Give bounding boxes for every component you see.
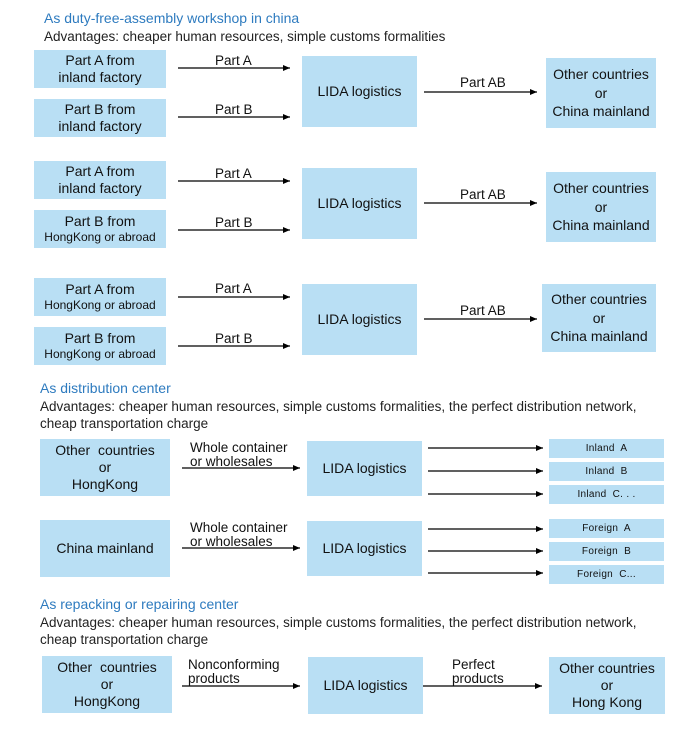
target-box-inland-b xyxy=(549,462,664,481)
target-label: Foreign B xyxy=(581,545,632,557)
repacking-destination-line2: or xyxy=(600,677,614,694)
arrow-label-products-in: products xyxy=(188,671,240,686)
target-box-inland-c xyxy=(549,485,664,504)
part-a-source-line2: HongKong or abroad xyxy=(44,298,156,313)
distribution-source-line1: Other countries xyxy=(55,442,155,459)
destination-line3: China mainland xyxy=(552,103,650,120)
part-a-source-line2: inland factory xyxy=(58,69,142,85)
lida-hub-box xyxy=(307,441,422,496)
arrow-label-whole-container: Whole container xyxy=(190,520,288,535)
part-a-source-line1: Part A from xyxy=(65,52,135,69)
arrow-label-part-b: Part B xyxy=(215,215,253,230)
target-label: Foreign C... xyxy=(577,568,636,580)
lida-hub-label: LIDA logistics xyxy=(323,677,408,694)
lida-hub-box xyxy=(302,284,417,355)
part-b-source-line1: Part B from xyxy=(64,101,136,118)
arrow-label-part-a: Part A xyxy=(215,53,252,68)
target-box-foreign-a xyxy=(549,519,664,538)
target-label: Inland A xyxy=(585,442,628,454)
part-a-source-box xyxy=(34,161,166,199)
arrow-label-products-out: products xyxy=(452,671,504,686)
repacking-advantages-line2: cheap transportation charge xyxy=(40,632,209,647)
lida-hub-label: LIDA logistics xyxy=(322,460,407,477)
arrow-label-part-a: Part A xyxy=(215,281,252,296)
repacking-destination-line1: Other countries xyxy=(559,660,655,677)
lida-hub-label: LIDA logistics xyxy=(317,83,402,100)
repacking-source-box xyxy=(42,656,172,713)
part-a-source-box xyxy=(34,278,166,316)
distribution-source-line1: China mainland xyxy=(56,540,154,557)
arrow-label-perfect: Perfect xyxy=(452,657,495,672)
lida-hub-box xyxy=(307,521,422,576)
part-a-source-box xyxy=(34,50,166,88)
repacking-source-line3: HongKong xyxy=(73,692,141,709)
target-label: Inland C. . . xyxy=(577,488,636,500)
destination-line2: or xyxy=(592,309,606,326)
arrow-label-part-b: Part B xyxy=(215,331,253,346)
arrow-label-part-a: Part A xyxy=(215,166,252,181)
assembly-title: As duty-free-assembly workshop in china xyxy=(44,10,300,26)
target-box-foreign-c xyxy=(549,565,664,584)
lida-hub-box xyxy=(308,657,423,714)
arrow-label-part-b: Part B xyxy=(215,102,253,117)
arrow-label-wholesales: or wholesales xyxy=(190,534,273,549)
part-a-source-line1: Part A from xyxy=(65,281,135,298)
destination-line1: Other countries xyxy=(553,65,649,82)
destination-line2: or xyxy=(594,84,608,101)
repacking-source-line1: Other countries xyxy=(57,659,157,676)
target-box-inland-a xyxy=(549,439,664,458)
part-b-source-box xyxy=(34,210,166,248)
destination-line1: Other countries xyxy=(551,290,647,307)
distribution-source-box xyxy=(40,520,170,577)
part-a-source-line1: Part A from xyxy=(65,163,135,180)
target-label: Foreign A xyxy=(582,522,631,534)
destination-line2: or xyxy=(594,198,608,215)
repacking-destination-box xyxy=(549,657,665,714)
repacking-source-line2: or xyxy=(100,676,114,693)
lida-hub-label: LIDA logistics xyxy=(317,195,402,212)
target-box-foreign-b xyxy=(549,542,664,561)
distribution-source-line3: HongKong xyxy=(71,475,139,492)
distribution-advantages-line2: cheap transportation charge xyxy=(40,416,209,431)
distribution-source-line2: or xyxy=(98,459,112,476)
destination-line3: China mainland xyxy=(552,217,650,234)
distribution-source-box xyxy=(40,439,170,496)
part-b-source-box xyxy=(34,99,166,137)
arrow-label-whole-container: Whole container xyxy=(190,440,288,455)
destination-box xyxy=(546,172,656,242)
destination-box xyxy=(546,58,656,128)
target-label: Inland B xyxy=(585,465,628,477)
destination-box xyxy=(542,284,656,352)
assembly-advantages: Advantages: cheaper human resources, simple customs formalities xyxy=(44,29,446,44)
part-b-source-line2: HongKong or abroad xyxy=(44,230,156,245)
arrow-label-part-ab: Part AB xyxy=(460,75,506,90)
distribution-advantages-line1: Advantages: cheaper human resources, simple customs formalities, the perfect distribution network, xyxy=(40,399,637,414)
destination-line3: China mainland xyxy=(550,328,648,345)
arrow-label-nonconforming: Nonconforming xyxy=(188,657,280,672)
lida-hub-label: LIDA logistics xyxy=(322,540,407,557)
lida-hub-box xyxy=(302,56,417,127)
repacking-title: As repacking or repairing center xyxy=(40,596,239,612)
repacking-advantages-line1: Advantages: cheaper human resources, simple customs formalities, the perfect distribution network, xyxy=(40,615,637,630)
part-b-source-line2: inland factory xyxy=(58,118,142,134)
part-b-source-line2: HongKong or abroad xyxy=(44,347,156,362)
destination-line1: Other countries xyxy=(553,179,649,196)
lida-hub-box xyxy=(302,168,417,239)
distribution-title: As distribution center xyxy=(40,380,171,396)
repacking-destination-line3: Hong Kong xyxy=(571,693,643,710)
part-b-source-box xyxy=(34,327,166,365)
part-b-source-line1: Part B from xyxy=(64,330,136,347)
lida-hub-label: LIDA logistics xyxy=(317,311,402,328)
part-b-source-line1: Part B from xyxy=(64,213,136,230)
arrow-label-wholesales: or wholesales xyxy=(190,454,273,469)
part-a-source-line2: inland factory xyxy=(58,180,142,196)
arrow-label-part-ab: Part AB xyxy=(460,303,506,318)
arrow-label-part-ab: Part AB xyxy=(460,187,506,202)
